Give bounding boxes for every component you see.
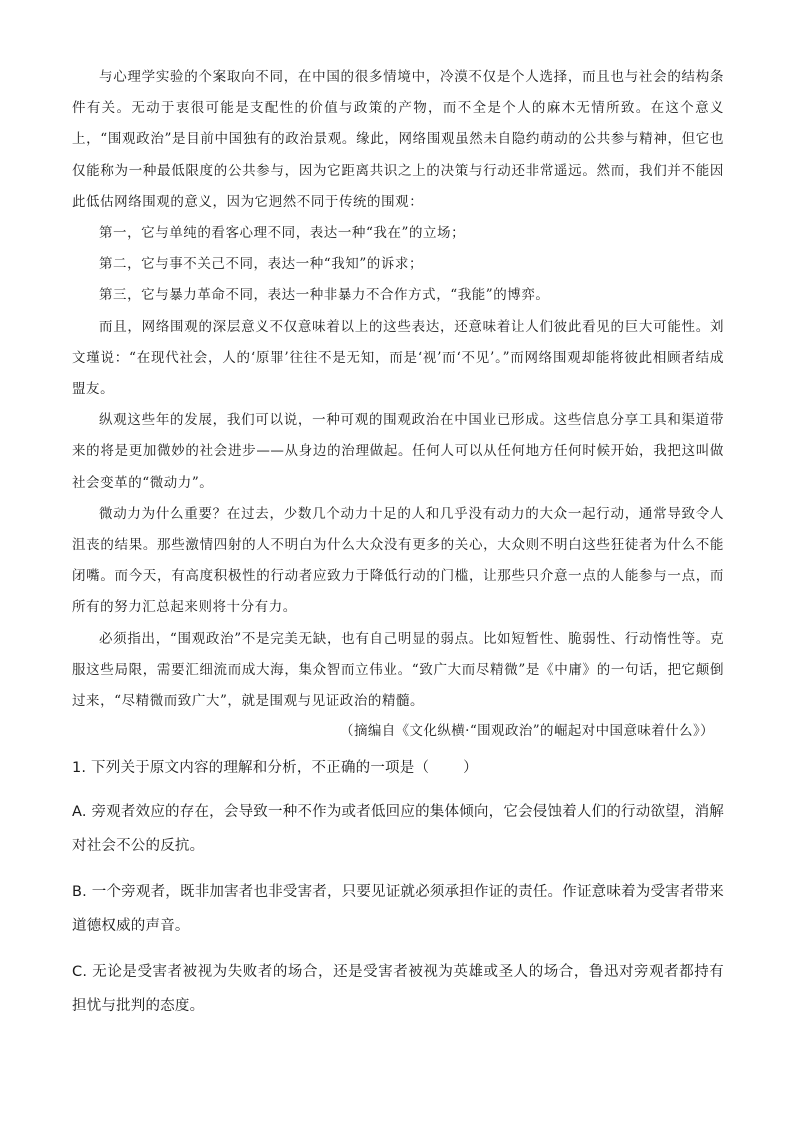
- passage-paragraph-4: 第三，它与暴力革命不同，表达一种非暴力不合作方式，“我能”的博弈。: [99, 287, 550, 304]
- option-c: C. 无论是受害者被视为失败者的场合，还是受害者被视为英雄或圣人的场合，鲁迅对旁观者都持有担忧与批判的态度。: [72, 964, 724, 1014]
- passage-paragraph-1: 与心理学实验的个案取向不同，在中国的很多情境中，冷漠不仅是个人选择，而且也与社会的结构条件有关。无动于衷很可能是支配性的价值与政策的产物，而不全是个人的麻木无情所致。在这个意义上，“围观政治”是目前中国独有的政治景观。缘此，网络围观虽然未自隐约萌动的公共参与精神，但它也仅能称为一种最低限度的公共参与，因为它距离共识之上的决策与行动还非常遥远。然而，我们并不能因此低估网络围观的意义，因为它迥然不同于传统的围观：: [72, 69, 724, 210]
- passage-paragraph-5: 而且，网络围观的深层意义不仅意味着以上的这些表达，还意味着让人们彼此看见的巨大可能性。刘文瑾说：“在现代社会，人的‘原罪’往往不是无知，而是‘视’而‘不见’。”而网络围观却能将彼此相顾者结成盟友。: [72, 318, 724, 398]
- passage-paragraph-2: 第一，它与单纯的看客心理不同，表达一种“我在”的立场；: [99, 225, 466, 242]
- option-a: A. 旁观者效应的存在，会导致一种不作为或者低回应的集体倾向，它会侵蚀着人们的行动欲望，消解对社会不公的反抗。: [72, 804, 724, 854]
- question-stem-text: 1. 下列关于原文内容的理解和分析，不正确的一项是（: [72, 760, 430, 776]
- passage-paragraph-8: 必须指出，“围观政治”不是完美无缺，也有自己明显的弱点。比如短暂性、脆弱性、行动惰性等。克服这些局限，需要汇细流而成大海，集众智而立伟业。“致广大而尽精微”是《中庸》的一句话，把它颠倒过来，“尽精微而致广大”，就是围观与见证政治的精髓。: [72, 630, 724, 710]
- passage-paragraph-3: 第二，它与事不关己不同，表达一种“我知”的诉求；: [99, 256, 424, 273]
- question-1: [72, 755, 724, 1035]
- passage-source: （摘编自《文化纵横·“围观政治”的崛起对中国意味着什么》）: [340, 723, 714, 739]
- option-b: B. 一个旁观者，既非加害者也非受害者，只要见证就必须承担作证的责任。作证意味着为受害者带来道德权威的声音。: [72, 884, 724, 934]
- question-stem: [72, 755, 724, 781]
- reading-passage: [72, 62, 724, 717]
- passage-paragraph-6: 纵观这些年的发展，我们可以说，一种可观的围观政治在中国业已形成。这些信息分享工具和渠道带来的将是更加微妙的社会进步——从身边的治理做起。任何人可以从任何地方任何时候开始，我把这叫做社会变革的“微动力”。: [72, 412, 724, 491]
- passage-paragraph-7: 微动力为什么重要？在过去，少数几个动力十足的人和几乎没有动力的大众一起行动，通常导致令人沮丧的结果。那些激情四射的人不明白为什么大众没有更多的关心，大众则不明白这些狂徒者为什么不能闭嘴。而今天，有高度积极性的行动者应致力于降低行动的门槛，让那些只介意一点的人能参与一点，而所有的努力汇总起来则将十分有力。: [72, 505, 724, 616]
- question-stem-close: ）: [463, 760, 478, 776]
